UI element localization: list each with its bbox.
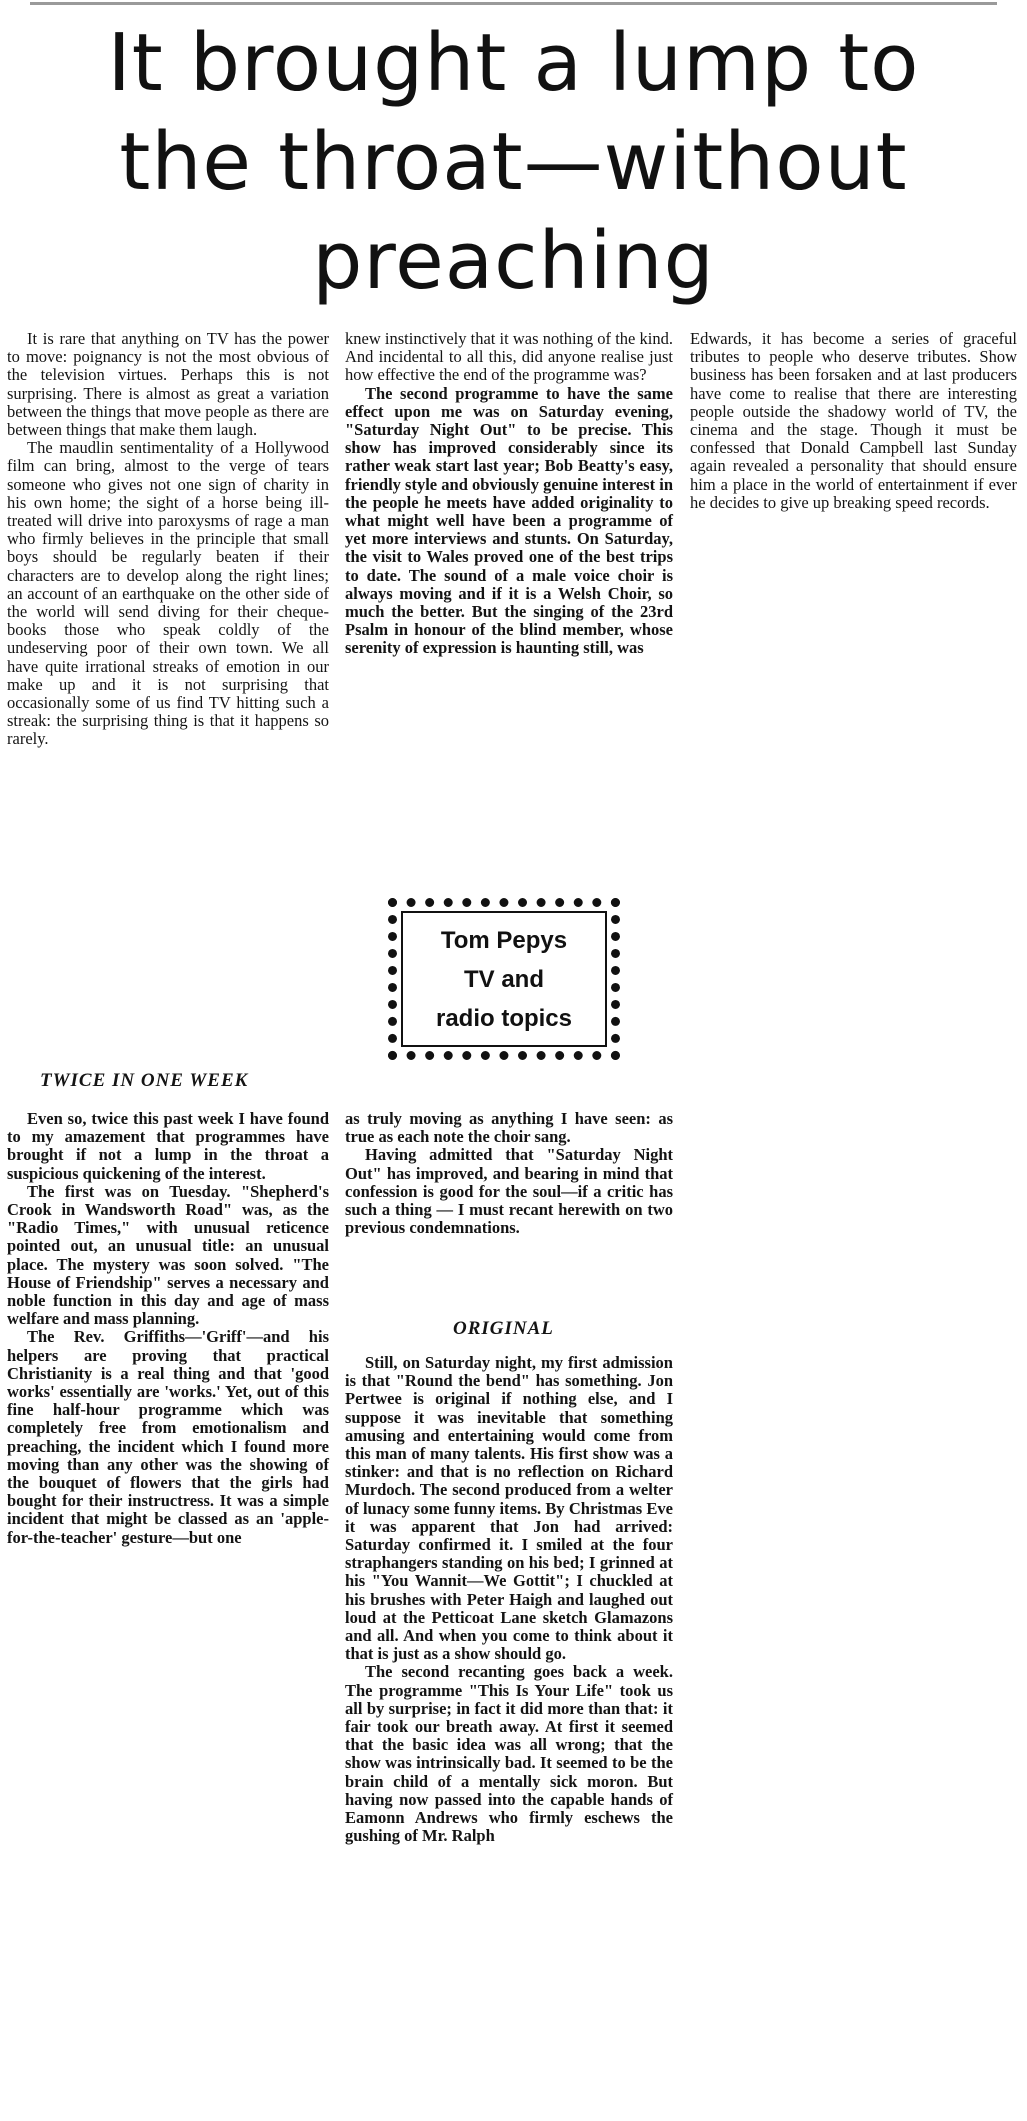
byline-topic: TV and <box>463 965 544 993</box>
byline-box <box>388 898 620 1060</box>
paragraph: The Rev. Griffiths—'Griff'—and his helpers are proving that practical Christianity is a real thing and that 'good works' essentially are 'works.' Yet, out of this fine half-hour programme which was completely free from emotionalism and preaching, the incident which I found more moving than any other was the showing of the bouquet of flowers that the girls had bought for their instructress. It was a simple incident that might be classed as an 'apple-for-the-teacher' gesture—but one <box>7 1327 329 1547</box>
column-1-bottom <box>7 1110 329 1547</box>
paragraph: as truly moving as anything I have seen: as true as each note the choir sang. <box>345 1109 673 1147</box>
headline-line: preaching <box>312 215 715 307</box>
subhead-twice-in-one-week: TWICE IN ONE WEEK <box>40 1070 249 1091</box>
paragraph: The maudlin sentimentality of a Hollywood film can bring, almost to the verge of tears someone who gives not one sign of charity in his own home; the sight of a horse being ill-treated will drive into paroxysms of rage a man who firmly believes in the principle that small boys should be regularly beaten if their characters are to develop along the right lines; an account of an earthquake on the other side of the world will send diving for their cheque-books those who speak coldly of the undeserving poor of their own town. We all have quite irrational streaks of emotion in our make up and it is not surprising that occasionally some of us find TV hitting such a streak: the surprising thing is that it happens so rarely. <box>7 438 329 749</box>
column-1-top <box>7 330 329 749</box>
paragraph: Having admitted that "Saturday Night Out" has improved, and bearing in mind that confession is good for the soul—if a critic has such a thing — I must recant herewith on two previous condemnations. <box>345 1145 673 1238</box>
column-2-original <box>345 1354 673 1845</box>
paragraph: Edwards, it has become a series of graceful tributes to people who deserve tributes. Show business has been forsaken and at last producers have come to realise that there are interesting people outside the shadowy world of TV, the cinema and the stage. Though it must be confessed that Donald Campbell last Sunday again revealed a personality that should ensure him a place in the world of entertainment if ever he decides to give up breaking speed records. <box>690 329 1017 512</box>
column-2-top <box>345 330 673 658</box>
headline-line: the throat—without <box>119 116 908 208</box>
headline-line: It brought a lump to <box>107 17 920 109</box>
paragraph: The second programme to have the same effect upon me was on Saturday evening, "Saturday Night Out" to be precise. This show has improved considerably since its rather weak start last year; Bob Beatty's easy, friendly style and obviously genuine interest in the people he meets have added originality to what might well have been a programme of yet more interviews and stunts. On Saturday, the visit to Wales proved one of the best trips to date. The sound of a male voice choir is always moving and if it is a Welsh Choir, so much the better. But the singing of the 23rd Psalm in honour of the blind member, whose serenity of expression is haunting still, was <box>345 383 673 658</box>
top-rule <box>30 2 997 5</box>
headline <box>10 14 1017 311</box>
subhead-original: ORIGINAL <box>453 1318 554 1339</box>
paragraph: Even so, twice this past week I have found to my amazement that programmes have brought if not a lump in the throat a suspicious quickening of the interest. <box>7 1109 329 1183</box>
paragraph: Still, on Saturday night, my first admission is that "Round the bend" has something. Jon Pertwee is original if nothing else, and I suppose it was inevitable that something amusing and entertaining would come from this man of many talents. His first show was a stinker: and that is no reflection on Richard Murdoch. The second produced from a welter of lunacy some funny items. By Christmas Eve it was apparent that Jon had arrived: Saturday confirmed it. I smiled at the four straphangers standing on his bed; I grinned at his "You Wannit—We Gottit"; I chuckled at his brushes with Peter Haigh and laughed out loud at the Petticoat Lane sketch Glamazons and all. And when you come to think about it that is just as a show should go. <box>345 1353 673 1664</box>
column-3-top <box>690 330 1017 512</box>
byline-topic: radio topics <box>435 1004 573 1032</box>
paragraph: knew instinctively that it was nothing of the kind. And incidental to all this, did anyone realise just how effective the end of the programme was? <box>345 329 673 385</box>
paragraph: The second recanting goes back a week. The programme "This Is Your Life" took us all by surprise; in fact it did more than that: it fair took our breath away. At first it seemed that the basic idea was all wrong; that the show was intrinsically bad. It seemed to be the brain child of a mentally sick moron. But having now passed into the capable hands of Eamonn Andrews who firmly eschews the gushing of Mr. Ralph <box>345 1662 673 1846</box>
paragraph: It is rare that anything on TV has the power to move: poignancy is not the most obvious of the television virtues. Perhaps this is not surprising. There is almost as great a variation between the things that move people as there are between things that make them laugh. <box>7 329 329 440</box>
paragraph: The first was on Tuesday. "Shepherd's Crook in Wandsworth Road" was, as the "Radio Times," with unusual reticence pointed out, an unusual title: an unusual place. The mystery was soon solved. "The House of Friendship" serves a necessary and noble function in this day and age of mass welfare and mass planning. <box>7 1181 329 1329</box>
column-2-bottom <box>345 1110 673 1237</box>
byline-author: Tom Pepys <box>440 926 568 954</box>
